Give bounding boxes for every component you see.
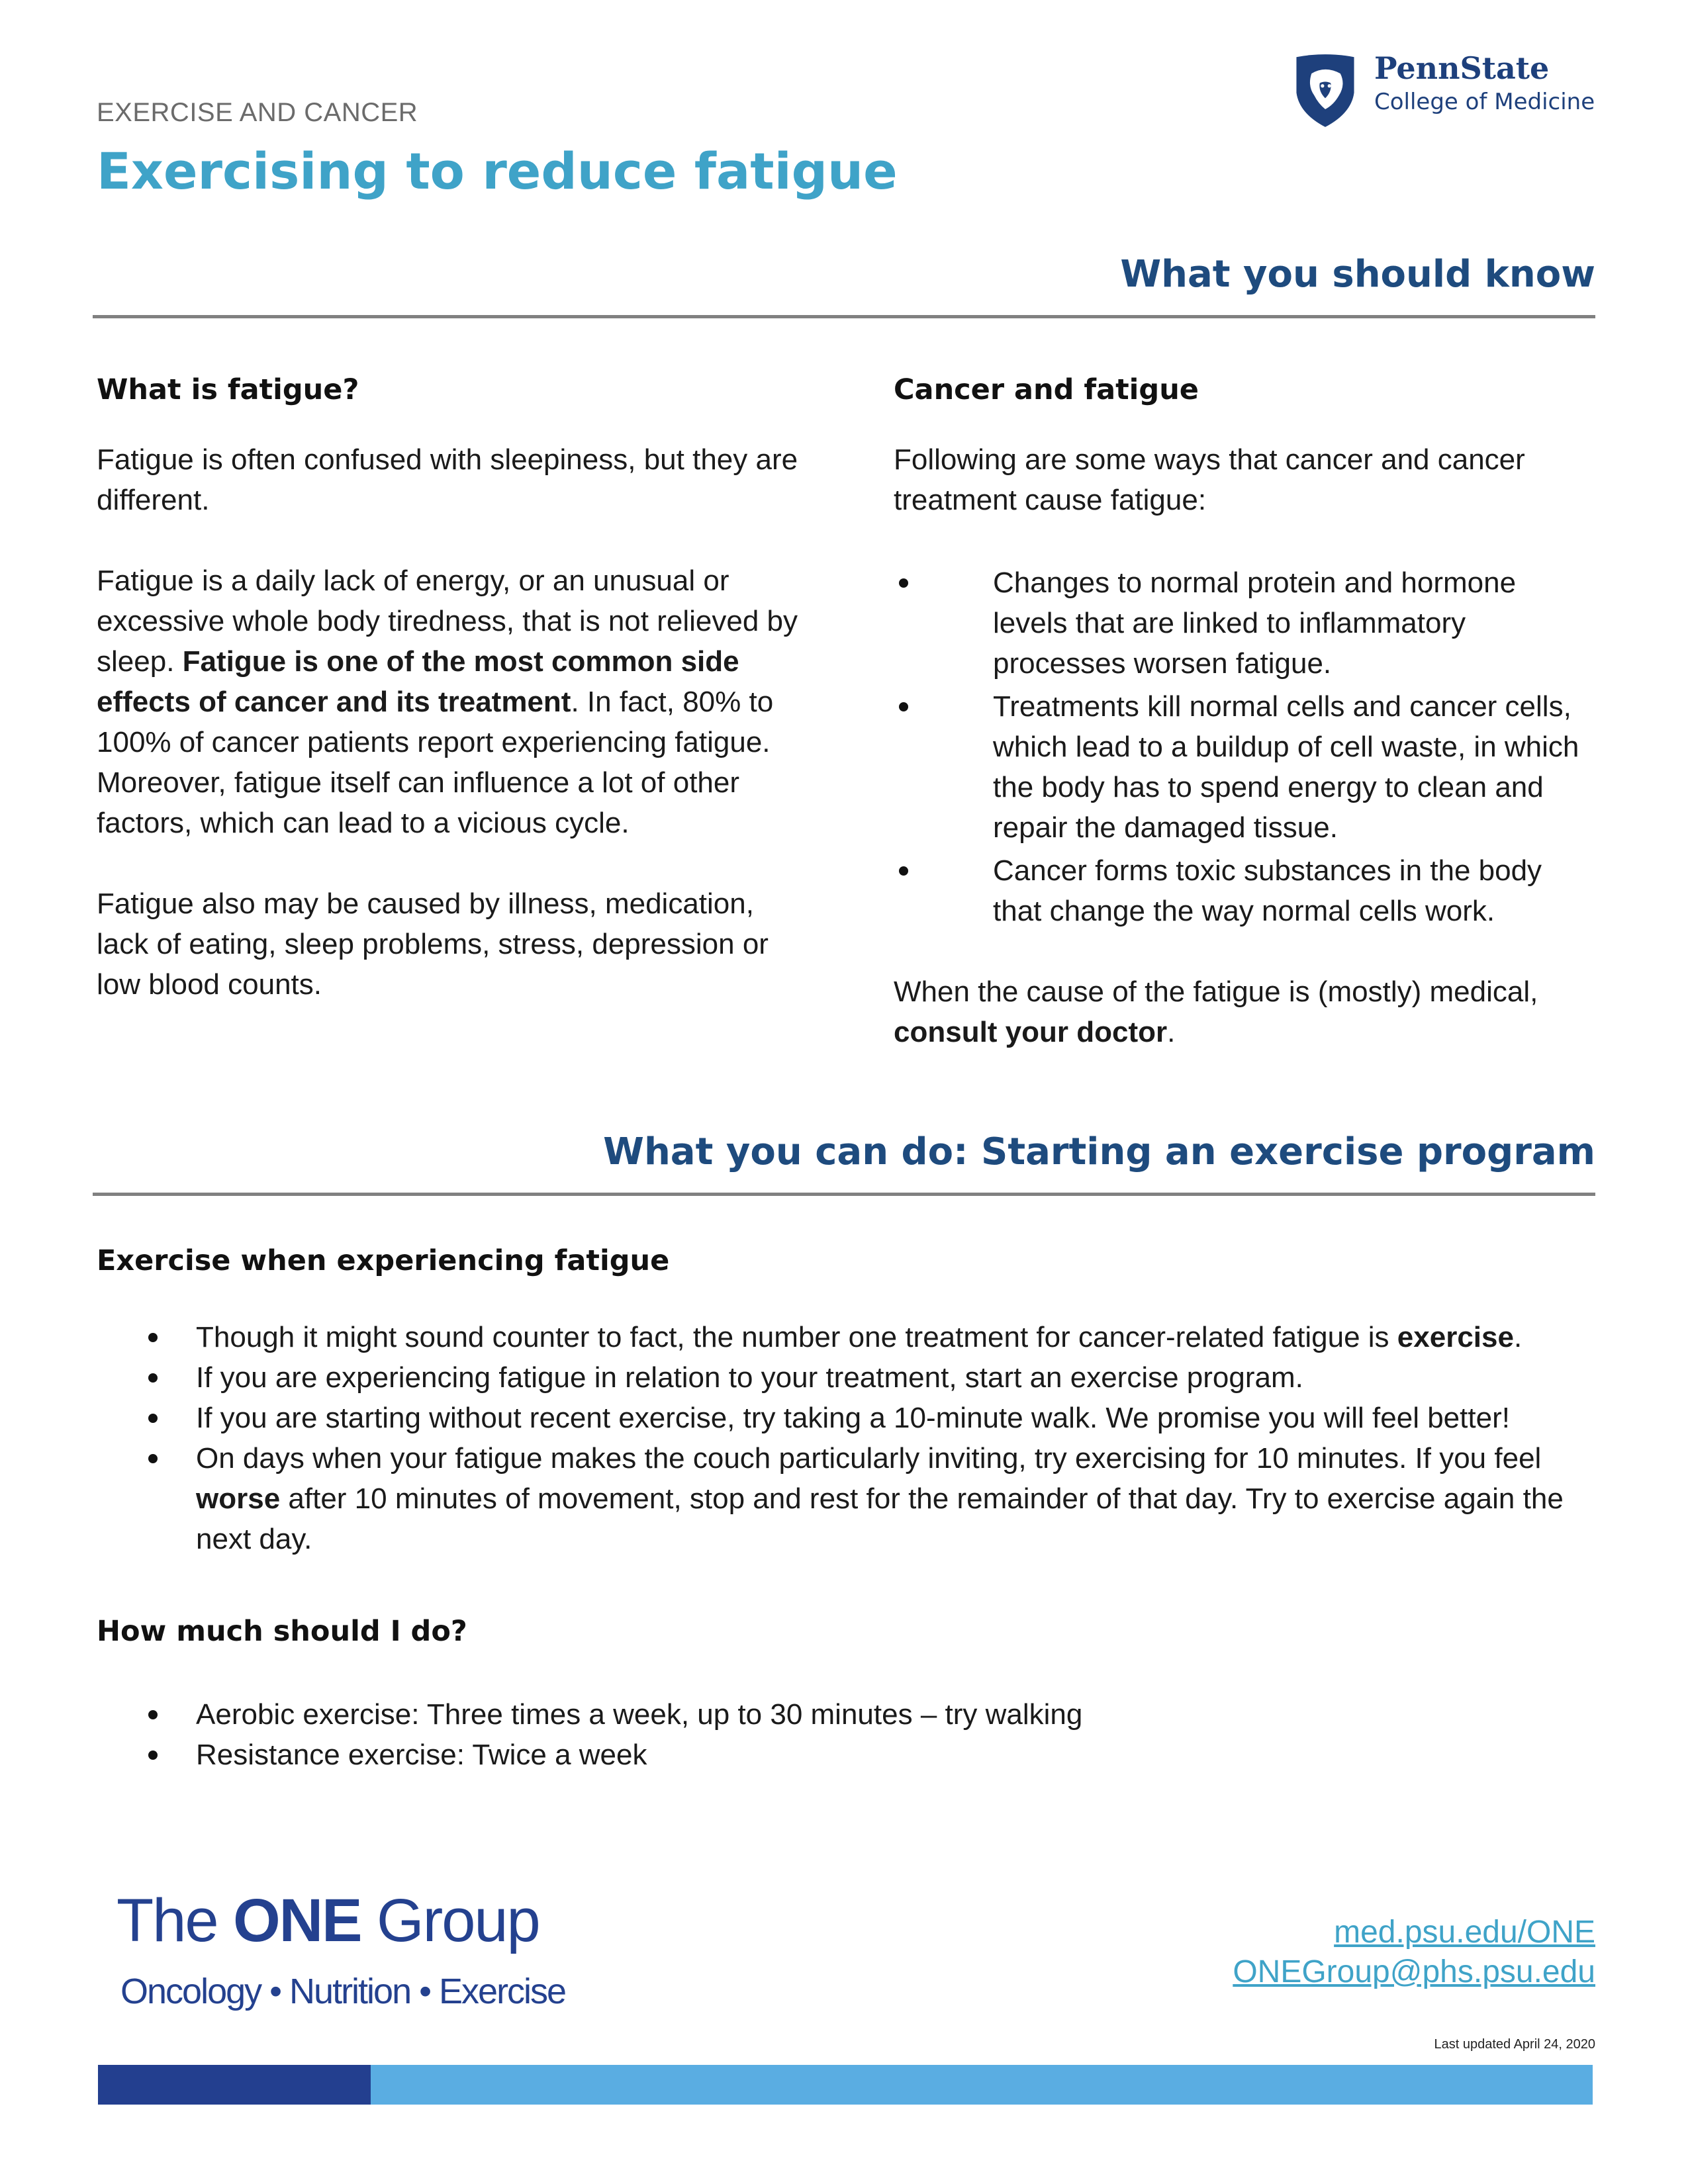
bullet-icon — [148, 1710, 158, 1719]
logo-subtitle: College of Medicine — [1374, 89, 1595, 115]
fatigue-paragraph-2: Fatigue is a daily lack of energy, or an unusual or excessive whole body tiredness, that is not relieved by sleep. Fatigue is one of the most common side effects of cancer and its treatment. In fact, 80% to 100% of cancer patients report experiencing fatigue. Moreover, fatigue itself can influence a lot of other factors, which can lead to a vicious cycle. — [97, 565, 798, 839]
how-much-heading: How much should I do? — [97, 1615, 467, 1648]
how-much-list — [196, 1694, 1599, 1775]
footer-bar-light — [371, 2065, 1593, 2105]
bullet-icon — [148, 1751, 158, 1760]
logo-name: PennState — [1374, 50, 1550, 86]
what-is-fatigue-body — [97, 439, 798, 1005]
email-link[interactable]: ONEGroup@phs.psu.edu — [1233, 1954, 1595, 1989]
page-title: Exercising to reduce fatigue — [97, 142, 898, 201]
bullet-icon — [899, 578, 908, 588]
list-item: Cancer forms toxic substances in the body that change the way normal cells work. — [993, 850, 1595, 931]
last-updated: Last updated April 24, 2020 — [1434, 2037, 1595, 2052]
what-is-fatigue-heading: What is fatigue? — [97, 373, 359, 406]
fatigue-paragraph-3: Fatigue also may be caused by illness, medication, lack of eating, sleep problems, stress, depression or low blood counts. — [97, 887, 769, 1001]
list-item: Resistance exercise: Twice a week — [196, 1735, 1599, 1775]
section-divider — [93, 315, 1595, 318]
exercise-fatigue-list — [196, 1317, 1599, 1559]
bullet-icon — [148, 1414, 158, 1423]
cancer-fatigue-list — [894, 563, 1595, 931]
list-item: If you are starting without recent exercise, try taking a 10-minute walk. We promise you will feel better! — [196, 1398, 1599, 1438]
list-item: Treatments kill normal cells and cancer cells, which lead to a buildup of cell waste, in which the body has to spend energy to clean and repair the damaged tissue. — [993, 686, 1595, 848]
cancer-and-fatigue-heading: Cancer and fatigue — [894, 373, 1199, 406]
footer-bar-dark — [98, 2065, 371, 2105]
website-link[interactable]: med.psu.edu/ONE — [1334, 1915, 1595, 1950]
exercise-fatigue-heading: Exercise when experiencing fatigue — [97, 1244, 670, 1277]
bullet-icon — [148, 1373, 158, 1383]
cancer-and-fatigue-body — [894, 439, 1595, 1052]
bullet-icon — [148, 1333, 158, 1342]
pennstate-logo — [1291, 50, 1595, 130]
list-item: If you are experiencing fatigue in relation to your treatment, start an exercise program. — [196, 1357, 1599, 1398]
list-item: Changes to normal protein and hormone levels that are linked to inflammatory processes worsen fatigue. — [993, 563, 1595, 684]
bullet-icon — [899, 702, 908, 711]
one-group-tagline: Oncology • Nutrition • Exercise — [120, 1972, 566, 2011]
list-item: Aerobic exercise: Three times a week, up to 30 minutes – try walking — [196, 1694, 1599, 1735]
section-divider — [93, 1193, 1595, 1196]
one-group-logo: The ONE Group — [117, 1887, 539, 1954]
list-item: Though it might sound counter to fact, the number one treatment for cancer-related fatigue is exercise. — [196, 1317, 1599, 1357]
document-series: EXERCISE AND CANCER — [97, 98, 418, 127]
cancer-fatigue-intro: Following are some ways that cancer and cancer treatment cause fatigue: — [894, 443, 1525, 516]
cancer-fatigue-closing: When the cause of the fatigue is (mostly) medical, consult your doctor. — [894, 976, 1538, 1048]
section-heading-know: What you should know — [1120, 253, 1595, 296]
fatigue-paragraph-1: Fatigue is often confused with sleepiness, but they are different. — [97, 443, 798, 516]
nittany-lion-shield-icon — [1291, 53, 1360, 128]
bullet-icon — [148, 1454, 158, 1463]
bullet-icon — [899, 866, 908, 876]
section-heading-do: What you can do: Starting an exercise program — [603, 1130, 1595, 1173]
list-item: On days when your fatigue makes the couch particularly inviting, try exercising for 10 minutes. If you feel worse after 10 minutes of movement, stop and rest for the remainder of that day. Try to exercise again the next day. — [196, 1438, 1599, 1559]
